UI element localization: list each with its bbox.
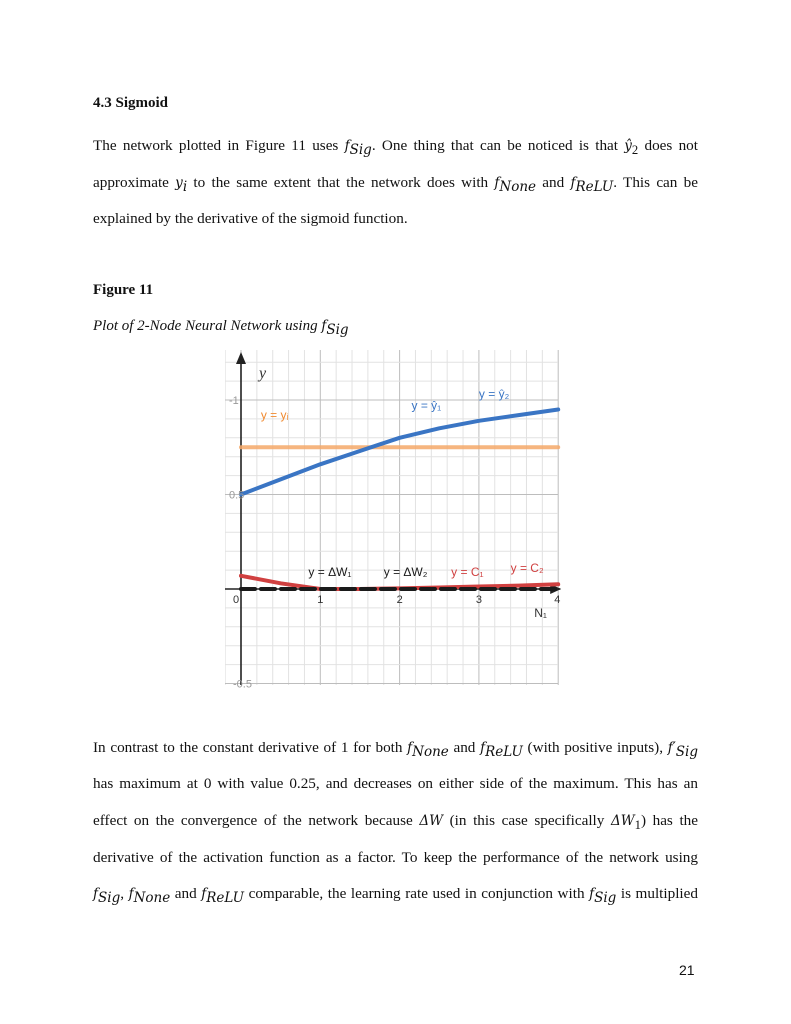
y-tick-label: -0.5 [233, 678, 252, 690]
curve-label: y = C₁ [451, 564, 484, 579]
x-tick-label: 3 [475, 594, 483, 606]
paragraph-2-line-5: $f_{Sig}$, $f_{None}$ and $f_{ReLU}$ comparable, the learning rate used in conjunction with $f_{Sig}$ is multiplied [93, 885, 698, 907]
x-tick-label: 4 [554, 594, 561, 606]
y-tick-label: 0.5 [229, 489, 245, 502]
paragraph-1-line-1: The network plotted in Figure 11 uses $f_{Sig}$. One thing that can be noticed is that $ŷ_2$ does not [93, 137, 698, 159]
y-axis-label: y [259, 365, 267, 382]
section-heading: 4.3 Sigmoid [93, 95, 169, 111]
x-axis-label: N₁ [534, 606, 547, 620]
page-number: 21 [679, 962, 695, 978]
figure-label: Figure 11 [93, 282, 154, 298]
figure-caption: Plot of 2-Node Neural Network using $f_{Sig}$ [93, 318, 349, 338]
x-tick-label: 0 [233, 594, 240, 606]
figure-11-plot [225, 350, 570, 690]
x-tick-label: 2 [396, 594, 403, 606]
x-tick-label: 1 [317, 594, 324, 606]
paragraph-1-line-3: explained by the derivative of the sigmoid function. [93, 210, 408, 227]
curve-label: y = yᵢ [260, 407, 289, 422]
curve-label: y = ŷ₁ [411, 398, 442, 413]
paragraph-1-line-2: approximate $y_i$ to the same extent that the network does with $f_{None}$ and $f_{ReLU}$. This can be [93, 174, 698, 196]
paragraph-2-line-2: has maximum at 0 with value 0.25, and decreases on either side of the maximum. This has an [93, 775, 698, 792]
curve-label: y = ŷ₂ [478, 387, 510, 402]
y-tick-label: -1 [229, 395, 239, 407]
curve-label: y = C₂ [510, 560, 544, 575]
paragraph-2-line-1: In contrast to the constant derivative of 1 for both $f_{None}$ and $f_{ReLU}$ (with positive inputs), $f'_{Sig}$ [93, 739, 698, 761]
curve-label: y = ΔW₁ [308, 564, 352, 579]
paragraph-2-line-3: effect on the convergence of the network because ΔW (in this case specifically $\Delta W_1$) has the [93, 812, 699, 833]
y-axis-arrow [236, 352, 246, 364]
curve-label: y = ΔW₂ [383, 564, 428, 579]
paragraph-2-line-4: derivative of the activation function as a factor. To keep the performance of the network using [93, 849, 698, 866]
